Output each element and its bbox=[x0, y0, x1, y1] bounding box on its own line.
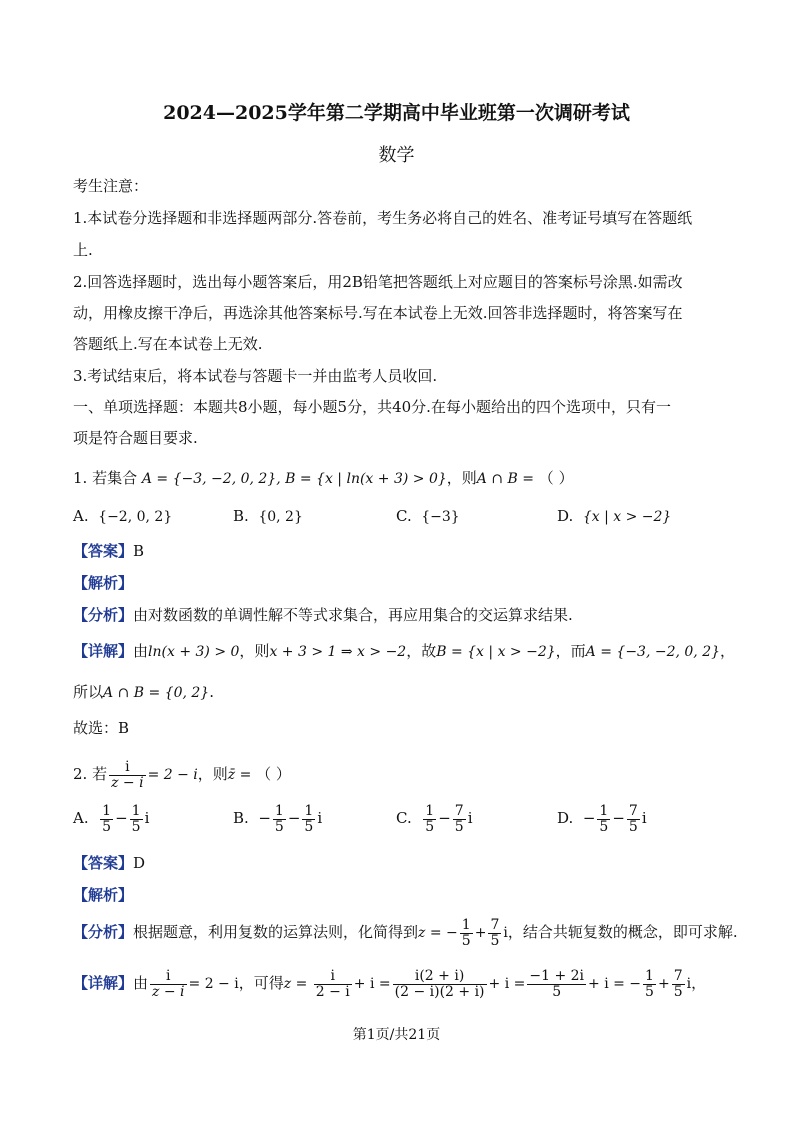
q1-detail: 【详解】由ln(x + 3) > 0，则x + 3 > 1 ⇒ x > −2，故B = {x | x > −2}，而A = {−3, −2, 0, 2}， bbox=[73, 642, 736, 660]
q1-option-d: D. {x | x > −2} bbox=[557, 507, 672, 525]
q2-fenxi: 【分析】根据题意，利用复数的运算法则，化简得到z = − $\frac{1}{5}$ + $\frac{7}{5}$ i，结合共轭复数的概念，即可求解. bbox=[73, 916, 738, 949]
subject-title: 数学 bbox=[378, 145, 415, 166]
notice-item-3: 3.考试结束后，将本试卷与答题卡一并由监考人员收回. bbox=[73, 367, 438, 385]
q2-fraction: $\frac{i}{z - i}$ bbox=[111, 758, 144, 791]
q2-option-b: B. − $\frac{1}{5}$ − $\frac{1}{5}$ i bbox=[233, 802, 323, 835]
q1-result: 所以A ∩ B = {0, 2}. bbox=[73, 683, 214, 701]
page-footer: 第1页/共21页 bbox=[352, 1027, 441, 1043]
q2-option-d: D. − $\frac{1}{5}$ − $\frac{7}{5}$ i bbox=[557, 802, 647, 835]
q2-detail: 【详解】由 $\frac{i}{z - i}$ = 2 − i，可得z = $\frac{i}{2 - i}$ + i = $\frac{i(2 + i)}{(2 - i)(2 + i)}$ + i = $\frac{-1 + 2i}{5}$ + i = − $\frac{1}{5}$ + $\frac{7}{5}$ i， bbox=[73, 967, 707, 1000]
q2-option-a: A. $\frac{1}{5}$ − $\frac{1}{5}$ i bbox=[73, 802, 150, 835]
q1-set-a: A = {−3, −2, 0, 2} bbox=[141, 471, 277, 487]
q1-option-b: B. {0, 2} bbox=[233, 507, 303, 525]
q2-option-c: C. $\frac{1}{5}$ − $\frac{7}{5}$ i bbox=[396, 802, 473, 835]
q1-target: A ∩ B = bbox=[476, 471, 535, 487]
section-heading: 一、单项选择题：本题共8小题，每小题5分，共40分.在每小题给出的四个选项中，只有一 bbox=[73, 398, 671, 416]
notice-item-1-cont: 上. bbox=[73, 241, 93, 259]
q1-option-c: C. {−3} bbox=[396, 507, 460, 525]
q1-fenxi: 【分析】由对数函数的单调性解不等式求集合，再应用集合的交运算求结果. bbox=[73, 606, 573, 624]
notice-item-2-cont: 动，用橡皮擦干净后，再选涂其他答案标号.写在本试卷上无效.回答非选择题时，将答案写在 bbox=[73, 304, 683, 322]
q1-ask: ，则 bbox=[446, 469, 477, 487]
q1-prefix: 1. 若集合 bbox=[73, 469, 138, 487]
q1-analysis-tag: 【解析】 bbox=[73, 574, 134, 592]
q1-option-a: A. {−2, 0, 2} bbox=[73, 507, 173, 525]
exam-title: 2024—2025学年第二学期高中毕业班第一次调研考试 bbox=[163, 102, 630, 124]
notice-heading: 考生注意： bbox=[73, 177, 149, 195]
q2-answer: 【答案】D bbox=[73, 854, 146, 872]
question-2: 2. 若 $\frac{i}{z - i}$ = 2 − i，则z̄ = （ ） bbox=[73, 758, 291, 791]
q1-set-b: , B = {x | ln(x + 3) > 0} bbox=[276, 471, 447, 487]
notice-item-2-cont2: 答题纸上.写在本试卷上无效. bbox=[73, 335, 263, 353]
notice-item-1: 1.本试卷分选择题和非选择题两部分.答卷前，考生务必将自己的姓名、准考证号填写在答题纸 bbox=[73, 209, 693, 227]
question-1 bbox=[73, 468, 733, 489]
q2-analysis-tag: 【解析】 bbox=[73, 886, 134, 904]
notice-item-2: 2.回答选择题时，选出每小题答案后，用2B铅笔把答题纸上对应题目的答案标号涂黑.如需改 bbox=[73, 273, 683, 291]
q1-answer: 【答案】B bbox=[73, 542, 145, 560]
q1-final: 故选：B bbox=[73, 719, 130, 737]
section-heading-cont: 项是符合题目要求. bbox=[73, 429, 198, 447]
q1-paren: （ ） bbox=[538, 469, 574, 487]
